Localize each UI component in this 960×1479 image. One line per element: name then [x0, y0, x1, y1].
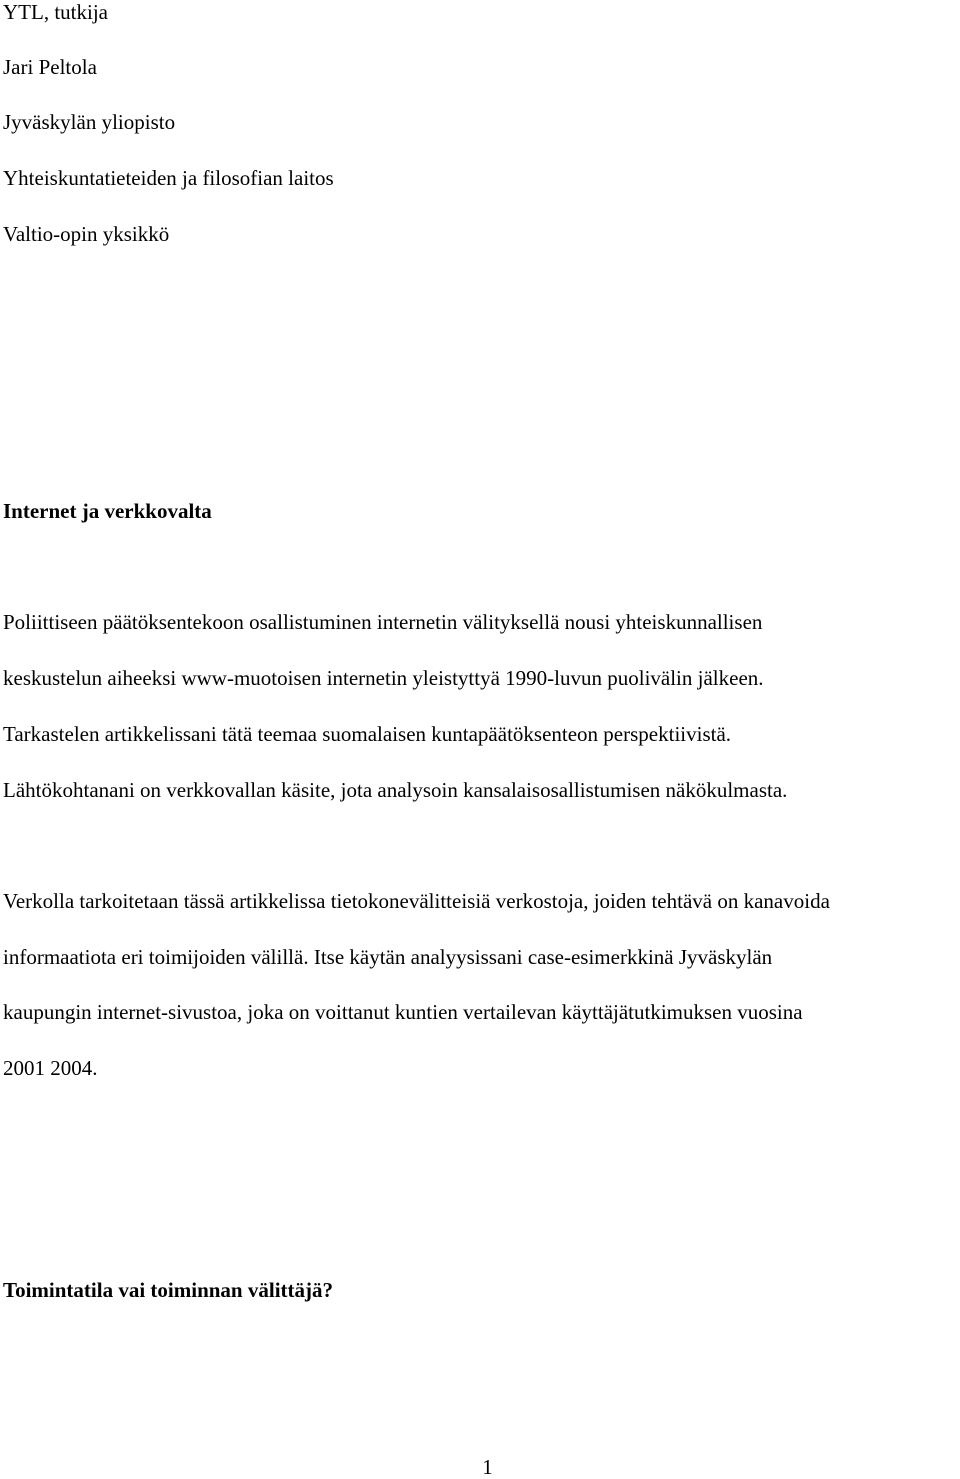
- paragraph-line: Poliittiseen päätöksentekoon osallistuminen internetin välityksellä nousi yhteiskunnallisen: [3, 610, 763, 634]
- paragraph-line: Lähtökohtanani on verkkovallan käsite, jota analysoin kansalaisosallistumisen näkökulmasta.: [3, 778, 788, 802]
- article-title: Internet ja verkkovalta: [3, 499, 212, 523]
- paragraph-line: Tarkastelen artikkelissani tätä teemaa suomalaisen kuntapäätöksenteon perspektiivistä.: [3, 722, 732, 746]
- paragraph-line: 2001 2004.: [3, 1056, 98, 1080]
- paragraph-line: keskustelun aiheeksi www-muotoisen internetin yleistyttyä 1990-luvun puolivälin jälkeen.: [3, 666, 764, 690]
- author-unit: Valtio-opin yksikkö: [3, 222, 170, 246]
- author-name: Jari Peltola: [3, 55, 97, 79]
- paragraph-line: kaupungin internet-sivustoa, joka on voittanut kuntien vertailevan käyttäjätutkimuksen vuosina: [3, 1000, 803, 1024]
- page-number: 1: [482, 1455, 493, 1479]
- author-department: Yhteiskuntatieteiden ja filosofian laitos: [3, 166, 334, 190]
- section-heading: Toimintatila vai toiminnan välittäjä?: [3, 1278, 334, 1302]
- paragraph-line: Verkolla tarkoitetaan tässä artikkelissa tietokonevälitteisiä verkostoja, joiden tehtävä on kanavoida: [3, 889, 830, 913]
- paragraph-line: informaatiota eri toimijoiden välillä. Itse käytän analyysissani case-esimerkkinä Jyväskylän: [3, 945, 773, 969]
- author-university: Jyväskylän yliopisto: [3, 110, 176, 134]
- author-affiliation-line: YTL, tutkija: [3, 0, 108, 24]
